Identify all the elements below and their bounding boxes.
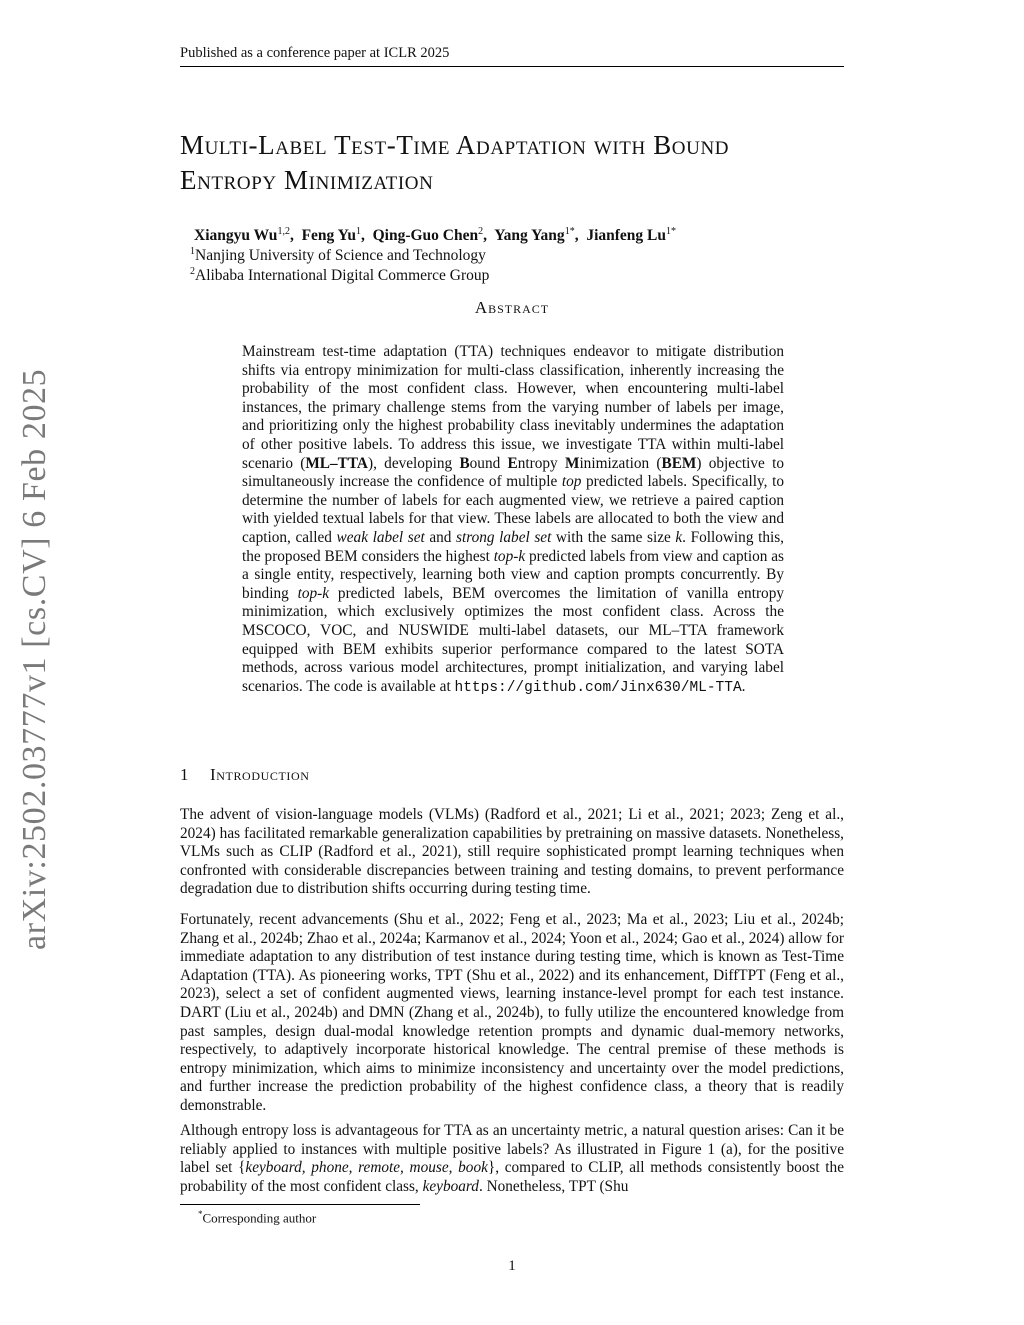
author-sup: 1,2 (277, 226, 290, 237)
abstract-text: . (741, 677, 746, 695)
author-list: Xiangyu Wu$^{1,2}$, Feng Yu$^1$, Qing-Guo Chen$^2$, Yang Yang$^{1*}$, Jianfeng $Lu^{1*}$ (194, 226, 676, 245)
abstract-text: ound (469, 454, 508, 472)
abstract-body (242, 343, 784, 697)
author-name: Xiangyu Wu (194, 227, 278, 245)
section-heading (180, 765, 310, 785)
intro-paragraph-1: The advent of vision-language models (VLMs) (Radford et al., 2021; Li et al., 2021; 2023; Zeng et al., 2024) has facilitated remarkable generalization capabilities by pretraining on massive datasets. Nonetheless, VLMs such as CLIP (Radford et al., 2021), still require sophisticated prompt learning techniques when confronted with considerable discrepancies between training and testing domains, to prevent performance degradation due to distribution shifts occurring during testing time. (180, 806, 844, 898)
abstract-text: ), developing (367, 454, 460, 472)
abstract-bold: E (507, 454, 518, 472)
intro-paragraph-3 (180, 1122, 844, 1196)
author-name: Feng Yu (301, 227, 356, 245)
abstract-text: and (424, 528, 457, 546)
para-text: }, compared to CLIP, all methods consistently boost the probability of the most confident class, (180, 1159, 844, 1195)
abstract-text: with the same size (551, 528, 676, 546)
paper-title (180, 128, 860, 198)
title-line-1: Multi-Label Test-Time Adaptation with Bound (180, 130, 730, 160)
abstract-italic: top-k (297, 584, 330, 602)
affiliation-sup: 2 (190, 266, 195, 277)
affiliation-1 (190, 246, 486, 265)
abstract-bold: B (459, 454, 470, 472)
abstract-text: predicted labels from view and caption as a single entity, respectively, learning both view and caption prompts concurrently. By binding (242, 547, 784, 602)
abstract-italic: top (561, 473, 582, 491)
intro-paragraph-2: Fortunately, recent advancements (Shu et al., 2022; Feng et al., 2023; Ma et al., 2023; Liu et al., 2024b; Zhang et al., 2024b; Zhao et al., 2024a; Karmanov et al., 2024; Yoon et al., 2024; Gao et al., 2024) allow for immediate adaptation to any distribution of test instance during testing time, which is known as Test-Time Adaptation (TTA). As pioneering works, TPT (Shu et al., 2022) and its enhancement, DiffTPT (Feng et al., 2023), select a set of confident augmented views, learning instance-level prompt for each test instance. DART (Liu et al., 2024b) and DMN (Zhang et al., 2024b), to fully utilize the encountered knowledge from past samples, design dual-modal knowledge retention prompts and dynamic dual-memory networks, respectively, to adaptively incorporate historical knowledge. The central premise of these methods is entropy minimization, which aims to minimize inconsistency and uncertainty over the model predictions, and further increase the prediction probability of the highest confidence class, a theory that is readily demonstrable. (180, 911, 844, 1114)
author-sup: 1 (355, 226, 361, 237)
abstract-heading: Abstract (474, 298, 550, 317)
para-italic: keyboard (422, 1177, 479, 1195)
abstract-bold: BEM (661, 454, 697, 472)
abstract-text: predicted labels, BEM overcomes the limitation of vanilla entropy minimization, which exclusively optimizes the most confident class. Across the MSCOCO, VOC, and NUSWIDE multi-label datasets, our ML–TTA framework equipped with BEM exhibits superior performance compared to the latest SOTA methods, across various model architectures, prompt initialization, and varying label scenarios. The code is available at (242, 584, 784, 695)
para-italic: keyboard, phone, remote, mouse, book (245, 1159, 488, 1177)
running-header: Published as a conference paper at ICLR 2025 (180, 45, 844, 67)
abstract-bold: M (564, 454, 580, 472)
code-link[interactable]: https://github.com/Jinx630/ML-TTA (454, 679, 742, 696)
abstract-italic: k (675, 528, 683, 546)
para-text: Although entropy loss is advantageous for TTA as an uncertainty metric, a natural question arises: Can it be reliably applied to instances with multiple positive labels? As illustrated in Figure 1 (a), for the positive label set { (180, 1122, 844, 1177)
author-name: Jianfeng Lu (586, 227, 666, 245)
affiliation-sup: 1 (190, 246, 195, 257)
section-number: 1 (180, 765, 190, 784)
arxiv-stamp: arXiv:2502.03777v1 [cs.CV] 6 Feb 2025 (16, 368, 53, 950)
abstract-italic: weak label set (336, 528, 425, 546)
abstract-italic: strong label set (456, 528, 552, 546)
author-sup: 1* (564, 226, 575, 237)
para-text: . Nonetheless, TPT (Shu (478, 1177, 629, 1195)
abstract-text: inimization ( (579, 454, 662, 472)
abstract-italic: top-k (493, 547, 526, 565)
abstract-text: ntropy (517, 454, 565, 472)
abstract-text: Mainstream test-time adaptation (TTA) techniques endeavor to mitigate distribution shifts via entropy minimization for multi-class classification, inherently increasing the probability of the most confident class. However, when encountering multi-label instances, the primary challenge stems from the varying number of labels per image, and prioritizing only the highest probability class inevitably undermines the adaptation of other positive labels. To address this issue, we investigate TTA within multi-label scenario ( (242, 343, 784, 472)
footnote (198, 1209, 316, 1226)
affiliation-text: Alibaba International Digital Commerce Group (195, 267, 490, 285)
abstract-text: predicted labels. Specifically, to determine the number of labels for each augmented view, we retrieve a paired caption with yielded textual labels for that view. These labels are allocated to both the view and caption, called (242, 473, 785, 546)
author-name: Qing-Guo Chen (372, 227, 479, 245)
footnote-mark: * (198, 1209, 203, 1219)
section-title: Introduction (210, 765, 310, 784)
footnote-text: Corresponding author (202, 1210, 317, 1226)
author-name: Yang Yang (494, 227, 565, 245)
abstract-bold: ML–TTA (305, 454, 368, 472)
abstract-text: . Following this, the proposed BEM considers the highest (242, 528, 784, 565)
author-sup: 1* (666, 226, 676, 237)
author-sup: 2 (478, 226, 484, 237)
affiliation-2 (190, 266, 489, 285)
abstract-text: ) objective to simultaneously increase the confidence of multiple (242, 454, 784, 491)
title-line-2: Entropy Minimization (180, 165, 434, 195)
affiliation-text: Nanjing University of Science and Technology (195, 247, 486, 265)
page-number: 1 (508, 1258, 516, 1274)
footnote-rule (180, 1204, 420, 1205)
